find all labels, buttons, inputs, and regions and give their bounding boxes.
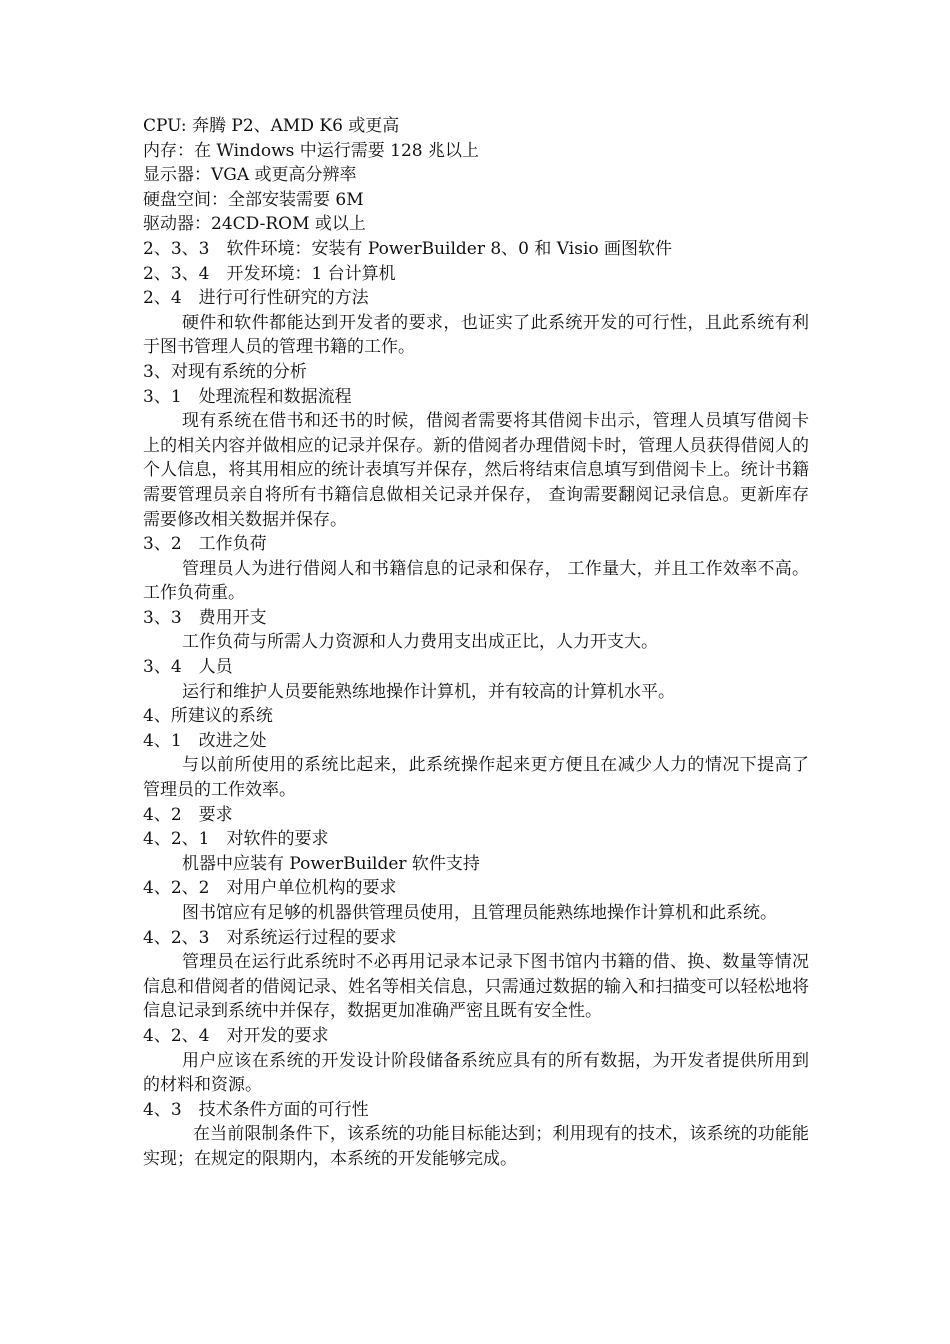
document-page	[143, 114, 809, 1172]
heading-3-3: 3、3 费用开支	[143, 607, 267, 628]
paragraph-3-1: 现有系统在借书和还书的时候，借阅者需要将其借阅卡出示，管理人员填写借阅卡上的相关内容并做相应的记录并保存。新的借阅者办理借阅卡时，管理人员获得借阅人的个人信息，将其用相应的统计表填写并保存，然后将结束信息填写到借阅卡上。统计书籍需要管理员亲自将所有书籍信息做相关记录并保存， 查询需要翻阅记录信息。更新库存需要修改相关数据并保存。	[143, 411, 809, 530]
paragraph-4-1: 与以前所使用的系统比起来，此系统操作起来更方便且在减少人力的情况下提高了管理员的工作效率。	[143, 755, 809, 801]
heading-4-2-1: 4、2、1 对软件的要求	[143, 829, 329, 850]
spec-cpu: CPU: 奔腾 P2、AMD K6 或更高	[143, 116, 400, 136]
paragraph-4-3: 在当前限制条件下，该系统的功能目标能达到；利用现有的技术，该系统的功能能实现；在规定的限期内，本系统的开发能够完成。	[143, 1124, 809, 1169]
heading-4-2: 4、2 要求	[143, 804, 233, 825]
heading-3-4: 3、4 人员	[143, 657, 233, 678]
heading-4: 4、所建议的系统	[143, 706, 273, 727]
heading-2-3-3: 2、3、3 软件环境：安装有 PowerBuilder 8、0 和 Visio 画图软件	[143, 238, 673, 259]
paragraph-4-2-4: 用户应该在系统的开发设计阶段储备系统应具有的所有数据，为开发者提供所用到的材料和资源。	[143, 1050, 809, 1096]
heading-3-2: 3、2 工作负荷	[143, 534, 267, 555]
spec-memory: 内存：在 Windows 中运行需要 128 兆以上	[143, 140, 480, 161]
spec-display: 显示器：VGA 或更高分辨率	[143, 165, 357, 186]
paragraph-3-2: 管理员人为进行借阅人和书籍信息的记录和保存， 工作量大，并且工作效率不高。工作负荷重。	[143, 558, 809, 604]
paragraph-3-3: 工作负荷与所需人力资源和人力费用支出成正比，人力开支大。	[182, 632, 658, 653]
heading-2-3-4: 2、3、4 开发环境：1 台计算机	[143, 263, 396, 284]
spec-drive: 驱动器：24CD-ROM 或以上	[143, 214, 366, 235]
heading-2-4: 2、4 进行可行性研究的方法	[143, 288, 369, 309]
paragraph-4-2-2: 图书馆应有足够的机器供管理员使用，且管理员能熟练地操作计算机和此系统。	[182, 903, 777, 923]
spec-disk: 硬盘空间：全部安装需要 6M	[143, 189, 364, 210]
paragraph-4-2-1: 机器中应装有 PowerBuilder 软件支持	[182, 853, 480, 874]
heading-3: 3、对现有系统的分析	[143, 361, 307, 382]
heading-4-2-4: 4、2、4 对开发的要求	[143, 1025, 329, 1046]
paragraph-4-2-3: 管理员在运行此系统时不必再用记录本记录下图书馆内书籍的借、换、数量等情况信息和借阅者的借阅记录、姓名等相关信息，只需通过数据的输入和扫描变可以轻松地将信息记录到系统中并保存，数据更加准确严密且既有安全性。	[143, 952, 809, 1022]
paragraph-3-4: 运行和维护人员要能熟练地操作计算机，并有较高的计算机水平。	[182, 681, 675, 702]
heading-4-2-2: 4、2、2 对用户单位机构的要求	[143, 878, 397, 899]
heading-4-1: 4、1 改进之处	[143, 730, 267, 751]
paragraph-2-4: 硬件和软件都能达到开发者的要求，也证实了此系统开发的可行性，且此系统有利于图书管理人员的管理书籍的工作。	[143, 312, 809, 358]
heading-3-1: 3、1 处理流程和数据流程	[143, 386, 352, 407]
heading-4-2-3: 4、2、3 对系统运行过程的要求	[143, 927, 397, 948]
heading-4-3: 4、3 技术条件方面的可行性	[143, 1099, 369, 1120]
